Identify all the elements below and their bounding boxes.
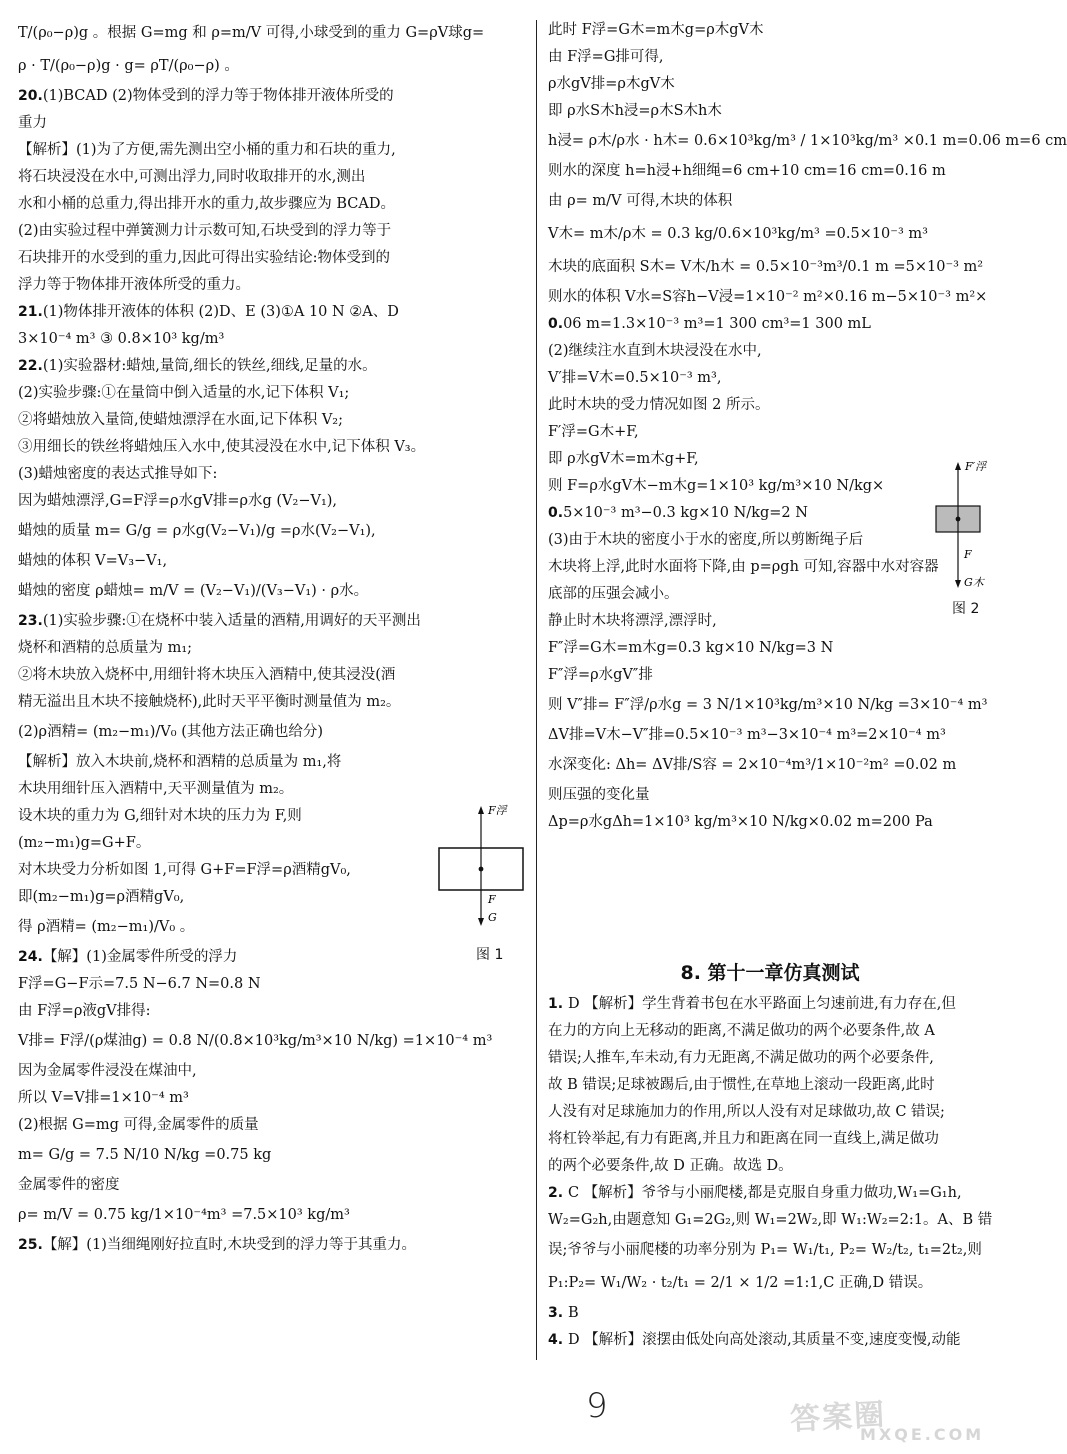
- left-line: 22.(1)实验器材:蜡烛,量筒,细长的铁丝,细线,足量的水。: [18, 358, 377, 374]
- right-line: 0.5×10⁻³ m³−0.3 kg×10 N/kg=2 N: [548, 505, 808, 521]
- section-title: 8. 第十一章仿真测试: [680, 962, 860, 984]
- bottom-line: 1. D 【解析】学生背着书包在水平路面上匀速前进,有力存在,但: [548, 996, 956, 1012]
- right-line: (2)继续注水直到木块浸没在水中,: [548, 343, 762, 359]
- right-line: 由 F浮=G排可得,: [548, 49, 664, 65]
- right-line: V木= m木/ρ木 = 0.3 kg/0.6×10³kg/m³ =0.5×10⁻³ m³: [548, 226, 928, 242]
- right-line: 即 ρ水S木h浸=ρ木S木h木: [548, 103, 722, 119]
- left-line: 烧杯和酒精的总质量为 m₁;: [18, 640, 193, 656]
- page-number: 9: [586, 1386, 608, 1426]
- left-line: 20.(1)BCAD (2)物体受到的浮力等于物体排开液体所受的: [18, 88, 394, 104]
- left-line: 金属零件的密度: [18, 1177, 120, 1193]
- left-line: 24.【解】(1)金属零件所受的浮力: [18, 949, 238, 965]
- left-line: (m₂−m₁)g=G+F。: [18, 835, 151, 851]
- right-line: 则水的深度 h=h浸+h细绳=6 cm+10 cm=16 cm=0.16 m: [548, 163, 946, 179]
- figure-1-label-g: G: [488, 911, 497, 924]
- watermark-url: MXQE.COM: [860, 1425, 985, 1444]
- left-line: F浮=G−F示=7.5 N−6.7 N=0.8 N: [18, 976, 261, 992]
- right-line: 木块的底面积 S木= V木/h木 = 0.5×10⁻³m³/0.1 m =5×10⁻³ m²: [548, 259, 984, 275]
- column-divider: [536, 20, 537, 1360]
- right-line: 则 V″排= F″浮/ρ水g = 3 N/1×10³kg/m³×10 N/kg =3×10⁻⁴ m³: [548, 697, 988, 713]
- right-line: Δp=ρ水gΔh=1×10³ kg/m³×10 N/kg×0.02 m=200 Pa: [548, 814, 933, 830]
- right-line: ΔV排=V木−V″排=0.5×10⁻³ m³−3×10⁻⁴ m³=2×10⁻⁴ m³: [548, 727, 946, 743]
- figure-2-force-diagram: [928, 458, 990, 618]
- left-line: 【解析】放入木块前,烧杯和酒精的总质量为 m₁,将: [18, 754, 342, 770]
- watermark-logo: 答案圈: [789, 1397, 888, 1438]
- left-line: 石块排开的水受到的重力,因此可得出实验结论:物体受到的: [18, 250, 390, 266]
- left-column: [18, 22, 528, 1264]
- right-line: 由 ρ= m/V 可得,木块的体积: [548, 193, 733, 209]
- figure-1-label-f: F: [488, 893, 496, 906]
- right-line: h浸= ρ木/ρ水 · h木= 0.6×10³kg/m³ / 1×10³kg/m³ ×0.1 m=0.06 m=6 cm: [548, 133, 1067, 149]
- figure-2-label-f: F: [964, 548, 972, 561]
- question-number: 23.: [18, 613, 43, 629]
- left-line: 重力: [18, 115, 47, 131]
- left-line: 因为蜡烛漂浮,G=F浮=ρ水gV排=ρ水g (V₂−V₁),: [18, 493, 338, 509]
- bottom-line: 2. C 【解析】爷爷与小丽爬楼,都是克服自身重力做功,W₁=G₁h,: [548, 1185, 962, 1201]
- question-number: 25.: [18, 1237, 43, 1253]
- left-line: 因为金属零件浸没在煤油中,: [18, 1063, 197, 1079]
- right-line: 水深变化: Δh= ΔV排/S容 = 2×10⁻⁴m³/1×10⁻²m² =0.02 m: [548, 757, 957, 773]
- question-number: 3.: [548, 1305, 568, 1321]
- right-line: 木块将上浮,此时水面将下降,由 p=ρgh 可知,容器中水对容器: [548, 559, 939, 575]
- right-line: 静止时木块将漂浮,漂浮时,: [548, 613, 717, 629]
- bottom-line: W₂=G₂h,由题意知 G₁=2G₂,则 W₁=2W₂,即 W₁:W₂=2:1。A、B 错: [548, 1212, 993, 1228]
- right-line: F′浮=G木+F,: [548, 424, 639, 440]
- right-line: 则 F=ρ水gV木−m木g=1×10³ kg/m³×10 N/kg×: [548, 478, 885, 494]
- left-line: 21.(1)物体排开液体的体积 (2)D、E (3)①A 10 N ②A、D: [18, 304, 399, 320]
- left-line: 蜡烛的质量 m= G/g = ρ水g(V₂−V₁)/g =ρ水(V₂−V₁),: [18, 523, 376, 539]
- question-number: 0.: [548, 316, 564, 332]
- left-line: m= G/g = 7.5 N/10 N/kg =0.75 kg: [18, 1147, 272, 1163]
- left-line: (3)蜡烛密度的表达式推导如下:: [18, 466, 218, 482]
- right-line: 此时 F浮=G木=m木g=ρ木gV木: [548, 22, 764, 38]
- bottom-answers: [548, 996, 992, 1359]
- figure-2-label-g: G木: [964, 576, 984, 589]
- left-line: 所以 V=V排=1×10⁻⁴ m³: [18, 1090, 189, 1106]
- right-line: 底部的压强会减小。: [548, 586, 679, 602]
- left-line: (2)ρ酒精= (m₂−m₁)/V₀ (其他方法正确也给分): [18, 724, 324, 740]
- figure-2-caption: 图 2: [952, 601, 980, 617]
- bottom-line: 误;爷爷与小丽爬楼的功率分别为 P₁= W₁/t₁, P₂= W₂/t₂, t₁=2t₂,则: [548, 1242, 982, 1258]
- bottom-line: P₁:P₂= W₁/W₂ · t₂/t₁ = 2/1 × 1/2 =1:1,C 正确,D 错误。: [548, 1275, 933, 1291]
- left-line: ρ · T/(ρ₀−ρ)g · g= ρT/(ρ₀−ρ) 。: [18, 58, 239, 74]
- left-line: 蜡烛的体积 V=V₃−V₁,: [18, 553, 168, 569]
- left-line: 精无溢出且木块不接触烧杯),此时天平平衡时测量值为 m₂。: [18, 694, 401, 710]
- figure-1-label-buoyancy: F浮: [488, 804, 507, 817]
- figure-2-label-buoyancy: F′浮: [965, 460, 987, 473]
- left-line: 设木块的重力为 G,细针对木块的压力为 F,则: [18, 808, 302, 824]
- bottom-line: 将杠铃举起,有力有距离,并且力和距离在同一直线上,满足做功: [548, 1131, 939, 1147]
- left-line: 即(m₂−m₁)g=ρ酒精gV₀,: [18, 889, 185, 905]
- question-number: 22.: [18, 358, 43, 374]
- right-line: ρ水gV排=ρ木gV木: [548, 76, 675, 92]
- left-line: 浮力等于物体排开液体所受的重力。: [18, 277, 250, 293]
- left-line: 23.(1)实验步骤:①在烧杯中装入适量的酒精,用调好的天平测出: [18, 613, 421, 629]
- left-line: 由 F浮=ρ液gV排得:: [18, 1003, 151, 1019]
- left-line: 蜡烛的密度 ρ蜡烛= m/V = (V₂−V₁)/(V₃−V₁) · ρ水。: [18, 583, 369, 599]
- right-line: 此时木块的受力情况如图 2 所示。: [548, 397, 770, 413]
- figure-1-caption: 图 1: [476, 947, 504, 963]
- left-line: (2)由实验过程中弹簧测力计示数可知,石块受到的浮力等于: [18, 223, 392, 239]
- left-line: 木块用细针压入酒精中,天平测量值为 m₂。: [18, 781, 294, 797]
- left-line: (2)根据 G=mg 可得,金属零件的质量: [18, 1117, 259, 1133]
- bottom-line: 4. D 【解析】滚摆由低处向高处滚动,其质量不变,速度变慢,动能: [548, 1332, 961, 1348]
- question-number: 2.: [548, 1185, 568, 1201]
- left-line: 水和小桶的总重力,得出排开水的重力,故步骤应为 BCAD。: [18, 196, 395, 212]
- left-line: 对木块受力分析如图 1,可得 G+F=F浮=ρ酒精gV₀,: [18, 862, 351, 878]
- left-line: 将石块浸没在水中,可测出浮力,同时收取排开的水,测出: [18, 169, 366, 185]
- right-line: 即 ρ水gV木=m木g+F,: [548, 451, 699, 467]
- question-number: 0.: [548, 505, 564, 521]
- left-line: ③用细长的铁丝将蜡烛压入水中,使其浸没在水中,记下体积 V₃。: [18, 439, 426, 455]
- right-line: V′排=V木=0.5×10⁻³ m³,: [548, 370, 722, 386]
- left-line: V排= F浮/(ρ煤油g) = 0.8 N/(0.8×10³kg/m³×10 N/kg) =1×10⁻⁴ m³: [18, 1033, 493, 1049]
- question-number: 24.: [18, 949, 43, 965]
- question-number: 21.: [18, 304, 43, 320]
- left-line: 3×10⁻⁴ m³ ③ 0.8×10³ kg/m³: [18, 331, 225, 347]
- left-line: ②将木块放入烧杯中,用细针将木块压入酒精中,使其浸没(酒: [18, 667, 396, 683]
- right-line: 0.06 m=1.3×10⁻³ m³=1 300 cm³=1 300 mL: [548, 316, 871, 332]
- left-line: 【解析】(1)为了方便,需先测出空小桶的重力和石块的重力,: [18, 142, 396, 158]
- right-line: F″浮=ρ水gV″排: [548, 667, 653, 683]
- bottom-line: 人没有对足球施加力的作用,所以人没有对足球做功,故 C 错误;: [548, 1104, 945, 1120]
- bottom-line: 在力的方向上无移动的距离,不满足做功的两个必要条件,故 A: [548, 1023, 935, 1039]
- bottom-line: 的两个必要条件,故 D 正确。故选 D。: [548, 1158, 793, 1174]
- question-number: 4.: [548, 1332, 568, 1348]
- left-line: 25.【解】(1)当细绳刚好拉直时,木块受到的浮力等于其重力。: [18, 1237, 416, 1253]
- right-line: (3)由于木块的密度小于水的密度,所以剪断绳子后: [548, 532, 864, 548]
- bottom-line: 3. B: [548, 1305, 579, 1321]
- left-line: 得 ρ酒精= (m₂−m₁)/V₀ 。: [18, 919, 195, 935]
- left-line: ρ= m/V = 0.75 kg/1×10⁻⁴m³ =7.5×10³ kg/m³: [18, 1207, 350, 1223]
- figure-1-force-diagram: [433, 800, 533, 960]
- question-number: 1.: [548, 996, 568, 1012]
- right-line: 则水的体积 V水=S容h−V浸=1×10⁻² m²×0.16 m−5×10⁻³ m²×: [548, 289, 988, 305]
- left-line: T/(ρ₀−ρ)g 。根据 G=mg 和 ρ=m/V 可得,小球受到的重力 G=ρV球g=: [18, 25, 485, 41]
- question-number: 20.: [18, 88, 43, 104]
- right-column: [548, 22, 1067, 841]
- right-line: 则压强的变化量: [548, 787, 650, 803]
- bottom-line: 错误;人推车,车未动,有力无距离,不满足做功的两个必要条件,: [548, 1050, 934, 1066]
- left-line: (2)实验步骤:①在量筒中倒入适量的水,记下体积 V₁;: [18, 385, 350, 401]
- bottom-line: 故 B 错误;足球被踢后,由于惯性,在草地上滚动一段距离,此时: [548, 1077, 935, 1093]
- left-line: ②将蜡烛放入量筒,使蜡烛漂浮在水面,记下体积 V₂;: [18, 412, 343, 428]
- right-line: F″浮=G木=m木g=0.3 kg×10 N/kg=3 N: [548, 640, 834, 656]
